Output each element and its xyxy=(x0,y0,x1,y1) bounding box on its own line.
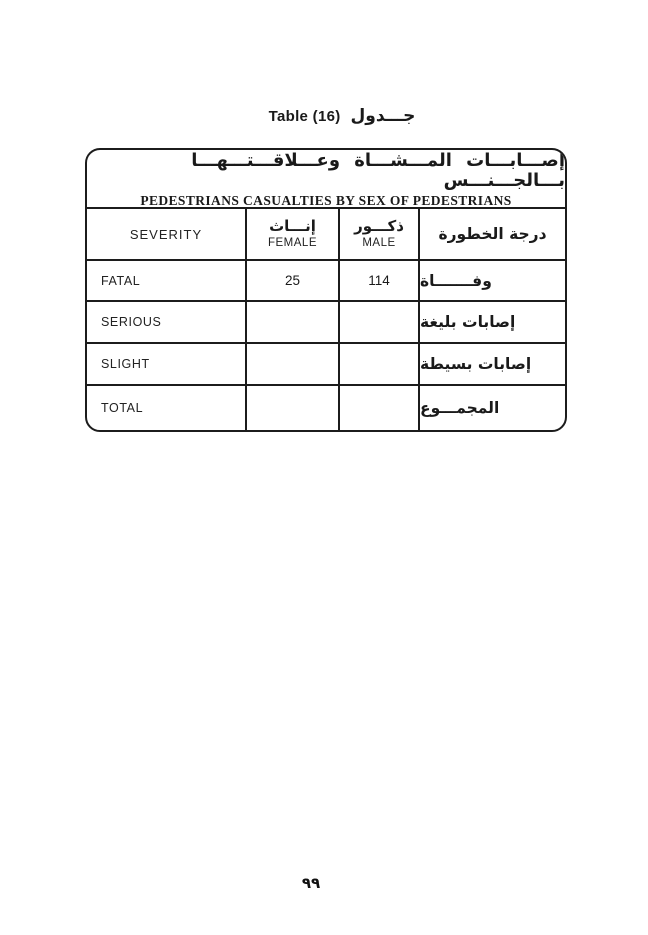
table-row-slight-female-value xyxy=(247,344,340,386)
casualties-table xyxy=(85,148,567,432)
column-header-severity: SEVERITY xyxy=(87,209,247,261)
table-title-arabic: إصـــابـــات المـــشـــاة وعـــلاقـــتـــهـــا بـــالجـــنـــس xyxy=(191,150,565,192)
table-number-label-arabic: جـــدول xyxy=(350,106,416,126)
table-row-total-female-value xyxy=(247,386,340,430)
column-header-female-english: FEMALE xyxy=(267,237,317,250)
table-row-fatal-arabic-label: وفـــــــاة xyxy=(420,261,565,302)
table-title-english: PEDESTRIANS CASUALTIES BY SEX OF PEDESTRIANS xyxy=(140,193,512,209)
table-row-slight-male-value xyxy=(340,344,420,386)
table-row-total-label: TOTAL xyxy=(87,386,247,430)
table-row-fatal-male-value: 114 xyxy=(340,261,420,302)
column-header-male xyxy=(340,209,420,261)
column-header-male-arabic: ذكـــور xyxy=(354,217,404,236)
column-header-female-arabic: إنـــاث xyxy=(269,217,316,236)
table-row-total-male-value xyxy=(340,386,420,430)
page-title xyxy=(18,106,648,126)
table-row-fatal-label: FATAL xyxy=(87,261,247,302)
table-row-total-arabic-label: المجمـــوع xyxy=(420,399,500,417)
table-row-serious-male-value xyxy=(340,302,420,344)
table-row-slight-arabic-label: إصابات بسيطة xyxy=(420,344,565,386)
table-row-serious-female-value xyxy=(247,302,340,344)
page-number: ٩٩ xyxy=(301,874,321,892)
column-header-severity-arabic: درجة الخطورة xyxy=(420,209,565,261)
column-header-male-english: MALE xyxy=(362,237,396,250)
table-row-slight-label: SLIGHT xyxy=(87,344,247,386)
table-title-cell xyxy=(87,150,565,209)
table-row-serious-label: SERIOUS xyxy=(87,302,247,344)
column-header-female xyxy=(247,209,340,261)
table-number-label: Table (16) xyxy=(268,108,341,125)
table-row-fatal-female-value: 25 xyxy=(247,261,340,302)
table-row-serious-arabic-label: إصابات بليغة xyxy=(420,302,565,344)
